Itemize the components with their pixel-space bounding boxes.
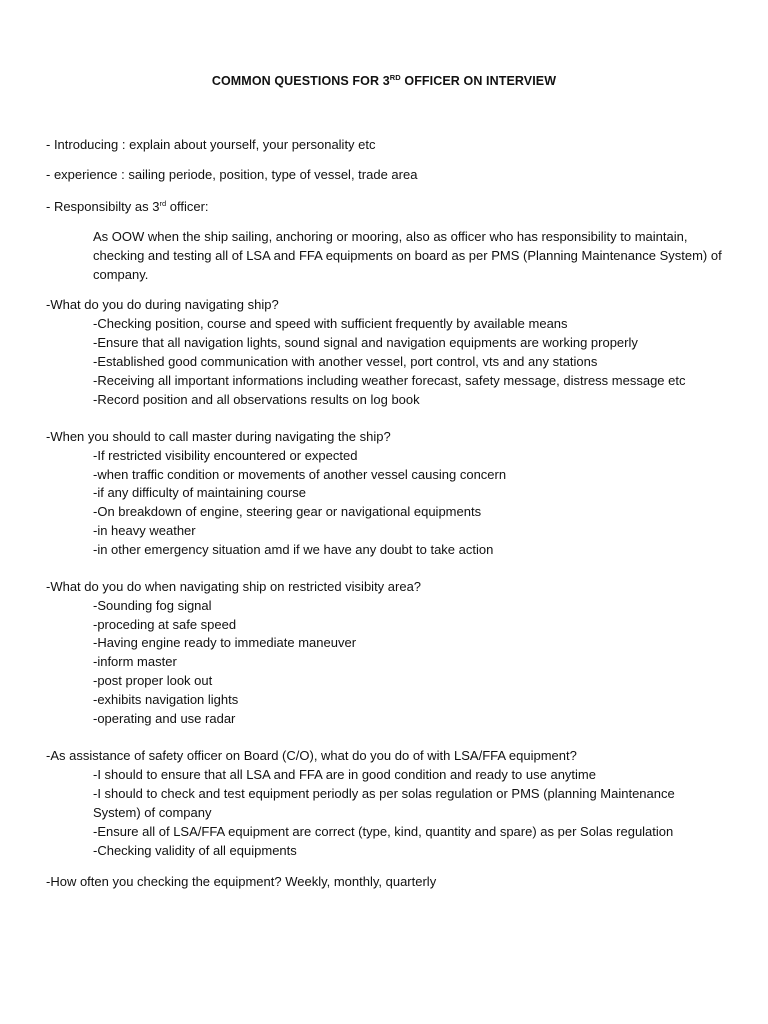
answer-item: -Sounding fog signal [93, 598, 212, 613]
answer-item: -in other emergency situation amd if we have any doubt to take action [93, 542, 494, 557]
responsibility-suffix: officer: [166, 199, 209, 214]
answer-item: -in heavy weather [93, 523, 196, 538]
answer-item: -post proper look out [93, 673, 213, 688]
title-ordinal-superscript: RD [389, 73, 401, 82]
answer-item: -exhibits navigation lights [93, 692, 239, 707]
answer-item: -proceding at safe speed [93, 617, 237, 632]
title-prefix: COMMON QUESTIONS FOR 3 [211, 74, 390, 88]
question-call-master: -When you should to call master during navigating the ship? [46, 429, 391, 444]
answer-item: -operating and use radar [93, 711, 236, 726]
answer-item: -Checking position, course and speed with sufficient frequently by available means [93, 316, 568, 331]
answer-item: -Receiving all important informations including weather forecast, safety message, distress message etc [93, 373, 686, 388]
answer-item: -On breakdown of engine, steering gear or navigational equipments [93, 504, 482, 519]
answer-item: -I should to check and test equipment periodly as per solas regulation or PMS (planning Maintenance [93, 786, 675, 801]
intro-responsibility-line [46, 198, 209, 216]
question-how-often: -How often you checking the equipment? Weekly, monthly, quarterly [46, 874, 437, 889]
title-suffix: OFFICER ON INTERVIEW [400, 74, 557, 88]
answer-item: -when traffic condition or movements of another vessel causing concern [93, 467, 507, 482]
answer-item: -Record position and all observations results on log book [93, 392, 420, 407]
answer-item: System) of company [93, 805, 212, 820]
document-title [0, 74, 768, 88]
answer-item: -Checking validity of all equipments [93, 843, 297, 858]
question-navigating: -What do you do during navigating ship? [46, 297, 279, 312]
question-restricted-visibility: -What do you do when navigating ship on restricted visibity area? [46, 579, 422, 594]
answer-item: -Established good communication with another vessel, port control, vts and any stations [93, 354, 598, 369]
answer-item: -Having engine ready to immediate maneuver [93, 635, 357, 650]
question-safety-officer: -As assistance of safety officer on Board (C/O), what do you do of with LSA/FFA equipment? [46, 748, 577, 763]
answer-item: -inform master [93, 654, 177, 669]
intro-experience-line: - experience : sailing periode, position, type of vessel, trade area [46, 167, 418, 182]
responsibility-paragraph: As OOW when the ship sailing, anchoring or mooring, also as officer who has responsibility to maintain, checking and testing all of LSA and FFA equipments on board as per PMS (Planning Maintenance System) of company. [93, 229, 722, 282]
answer-item: -if any difficulty of maintaining course [93, 485, 306, 500]
answer-item: -Ensure all of LSA/FFA equipment are correct (type, kind, quantity and spare) as per Solas regulation [93, 824, 674, 839]
answer-item: -Ensure that all navigation lights, sound signal and navigation equipments are working properly [93, 335, 638, 350]
answer-item: -If restricted visibility encountered or expected [93, 448, 358, 463]
responsibility-ordinal-superscript: rd [159, 199, 167, 208]
intro-introducing-line: - Introducing : explain about yourself, your personality etc [46, 137, 376, 152]
answer-item: -I should to ensure that all LSA and FFA are in good condition and ready to use anytime [93, 767, 596, 782]
responsibility-prefix: - Responsibilty as 3 [46, 199, 160, 214]
